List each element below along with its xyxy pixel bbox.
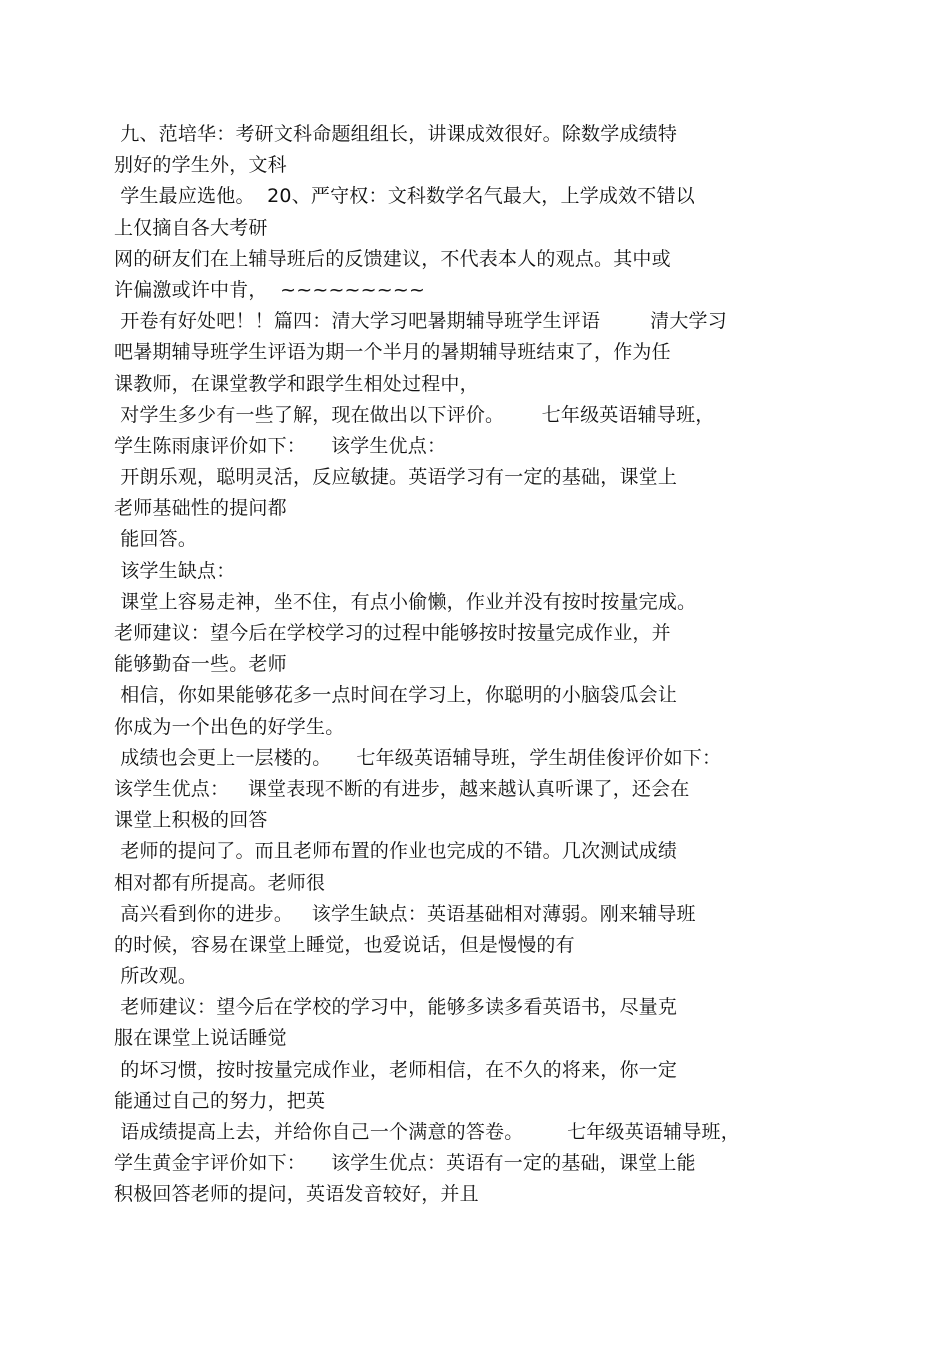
text-line-10: 对学生多少有一些了解，现在做出以下评价。 七年级英语辅导班， [114,403,715,426]
text-line-5: 网的研友们在上辅导班后的反馈建议，不代表本人的观点。其中或 [114,247,671,270]
text-line-2: 别好的学生外，文科 [114,154,287,177]
text-line-32: 能通过自己的努力，把英 [114,1089,326,1112]
text-line-26: 高兴看到你的进步。 该学生缺点：英语基础相对薄弱。刚来辅导班 [114,902,696,925]
text-line-20: 你成为一个出色的好学生。 [114,715,345,738]
text-line-23: 课堂上积极的回答 [114,809,268,832]
text-line-9: 课教师，在课堂教学和跟学生相处过程中， [114,372,479,395]
text-line-24: 老师的提问了。而且老师布置的作业也完成的不错。几次测试成绩 [114,840,678,863]
text-line-35: 积极回答老师的提问，英语发音较好，并且 [114,1183,479,1206]
text-line-25: 相对都有所提高。老师很 [114,871,326,894]
text-line-27: 的时候，容易在课堂上睡觉，也爱说话，但是慢慢的有 [114,933,575,956]
text-line-4: 上仅摘自各大考研 [114,216,268,239]
text-line-29: 老师建议：望今后在学校的学习中，能够多读多看英语书，尽量克 [114,996,678,1019]
text-line-18: 能够勤奋一些。老师 [114,653,287,676]
text-line-8: 吧暑期辅导班学生评语为期一个半月的暑期辅导班结束了，作为任 [114,341,671,364]
text-line-7: 开卷有好处吧！！篇四：清大学习吧暑期辅导班学生评语 清大学习 [114,310,727,333]
text-line-6: 许偏激或许中肯， ~~~~~~~~~ [114,278,426,301]
text-line-3: 学生最应选他。 20、严守权：文科数学名气最大，上学成效不错以 [114,185,695,208]
text-line-21: 成绩也会更上一层楼的。 七年级英语辅导班，学生胡佳俊评价如下： [114,746,722,769]
text-line-30: 服在课堂上说话睡觉 [114,1027,287,1050]
text-line-16: 课堂上容易走神，坐不住，有点小偷懒，作业并没有按时按量完成。 [114,590,697,613]
text-line-17: 老师建议：望今后在学校学习的过程中能够按时按量完成作业，并 [114,622,671,644]
text-line-1: 九、范培华：考研文科命题组组长，讲课成效很好。除数学成绩特 [114,123,678,145]
text-line-15: 该学生缺点： [114,559,236,582]
text-line-34: 学生黄金宇评价如下： 该学生优点：英语有一定的基础，课堂上能 [114,1152,696,1175]
text-line-12: 开朗乐观，聪明灵活，反应敏捷。英语学习有一定的基础，课堂上 [114,466,678,489]
text-line-33: 语成绩提高上去，并给你自己一个满意的答卷。 七年级英语辅导班， [114,1121,740,1143]
text-line-28: 所改观。 [114,965,198,988]
text-line-13: 老师基础性的提问都 [114,497,287,520]
body-text [114,119,874,1211]
text-line-22: 该学生优点： 课堂表现不断的有进步，越来越认真听课了，还会在 [114,777,690,800]
text-line-31: 的坏习惯，按时按量完成作业，老师相信，在不久的将来，你一定 [114,1058,678,1081]
text-line-11: 学生陈雨康评价如下： 该学生优点： [114,434,447,457]
text-line-19: 相信，你如果能够花多一点时间在学习上，你聪明的小脑袋瓜会让 [114,684,678,707]
text-line-14: 能回答。 [114,528,198,551]
